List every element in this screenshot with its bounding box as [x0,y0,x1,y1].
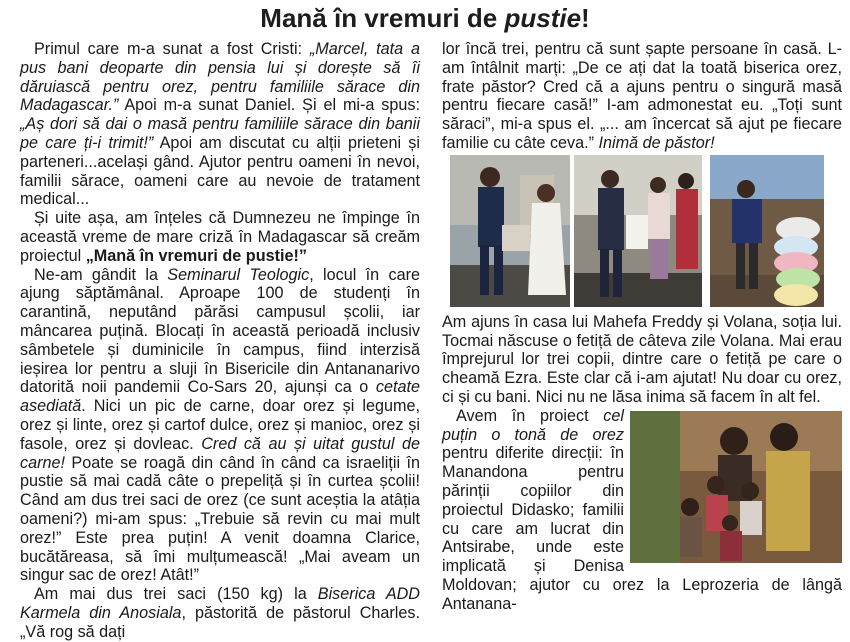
photo-row [442,155,842,311]
title-exclamation: ! [581,3,590,33]
article-title [0,2,850,34]
title-italic: pustie [504,3,582,33]
right-column [442,40,842,614]
paragraph-1: Primul care m-a sunat a fost Cristi: „Marcel, tata a pus bani deoparte din pensia lui și dorește să îi dăruiască pentru orez, pentru familiile sărace din Madagascar.” Apoi m-a sunat Daniel. Și el mi-a spus: „Aș dori să dai o masă pentru familiile sărace din banii pe care ți-i trimit!” Apoi am discutat cu alții prieteni și parteneri...același gând. Ajutor pentru oameni în nevoi, familii sărace, oameni care au nevoie de tratament medical... [20,40,420,209]
photo-rice-delivery-1 [450,155,570,307]
photo-family [630,411,842,563]
paragraph-5: lor încă trei, pentru că sunt șapte persoane în casă. L-am întâlnit marți: „De ce ați dat la toată biserica orez, frate păstor? Cred că a ajuns pentru o singură masă pentru fiecare casă!” I-am admonestat eu. „Toți sunt săraci”, mi-a spus el. „... am încercat să ajut pe fiecare familie cu câte ceva.” Inimă de păstor! [442,40,842,152]
paragraph-4: Am mai dus trei saci (150 kg) la Biserica ADD Karmela din Anosiala, păstorită de păstorul Charles. „Vă rog să dați [20,585,420,641]
photo-rice-delivery-2 [574,155,702,307]
paragraph-6: Am ajuns în casa lui Mahefa Freddy și Volana, soția lui. Tocmai născuse o fetiță de câteva zile Volana. Mai erau împrejurul lor trei copii, dintre care o fetiță pe care o cheamă Ezra. Este clar că i-am ajutat! Nu doar cu orez, ci și cu bani. Nici nu ne lăsa inima să facem în alt fel. [442,312,842,406]
paragraph-2: Și uite așa, am înțeles că Dumnezeu ne împinge în această vreme de mare criză în Madagascar să creăm proiectul „Mană în vremuri de pustie!” [20,209,420,265]
title-text: Mană în vremuri de [260,3,505,33]
paragraph-3: Ne-am gândit la Seminarul Teologic, locul în care ajung săptămânal. Aproape 100 de studenți în carantină, neputând părăsi campusul școlii, iar mâncarea puțină. Blocați în această perioadă inclusiv sâmbetele și duminicile în campus, fiind interzisă ieșirea lor pentru a sluji în Bisericile din Antananarivo datorită noii pandemii Co-Sars 20, ajunși ca o cetate asediată. Nici un pic de carne, doar orez și legume, orez și linte, orez și cartof dulce, orez și manioc, orez și fasole, orez și dovleac. Cred că au și uitat gustul de carne! Poate se roagă din când în când ca israeliții în pustie să mai cadă câte o prepeliță și în curtea școlii! Când am dus trei saci de orez (ce sunt aceștia la atâția oameni?) mi-am spus: „Trebuie să revin cu mai mult orez!” Este prea puțin! A venit doamna Clarice, bucătăreasa, să îmi mulțumească! „Mai aveam un singur sac de orez! Atât!” [20,265,420,585]
photo-rice-sacks [710,155,824,307]
left-column [20,40,420,642]
paragraph-7: Avem în proiect cel puțin o tonă de orez pentru diferite direcții: în Manandona pentru părinții copiilor din proiectul Didasko; familii cu care am lucrat din Antsirabe, unde este implicată și Denisa Moldovan; ajutor cu orez la Leprozeria de lângă Antanana- [442,406,842,613]
